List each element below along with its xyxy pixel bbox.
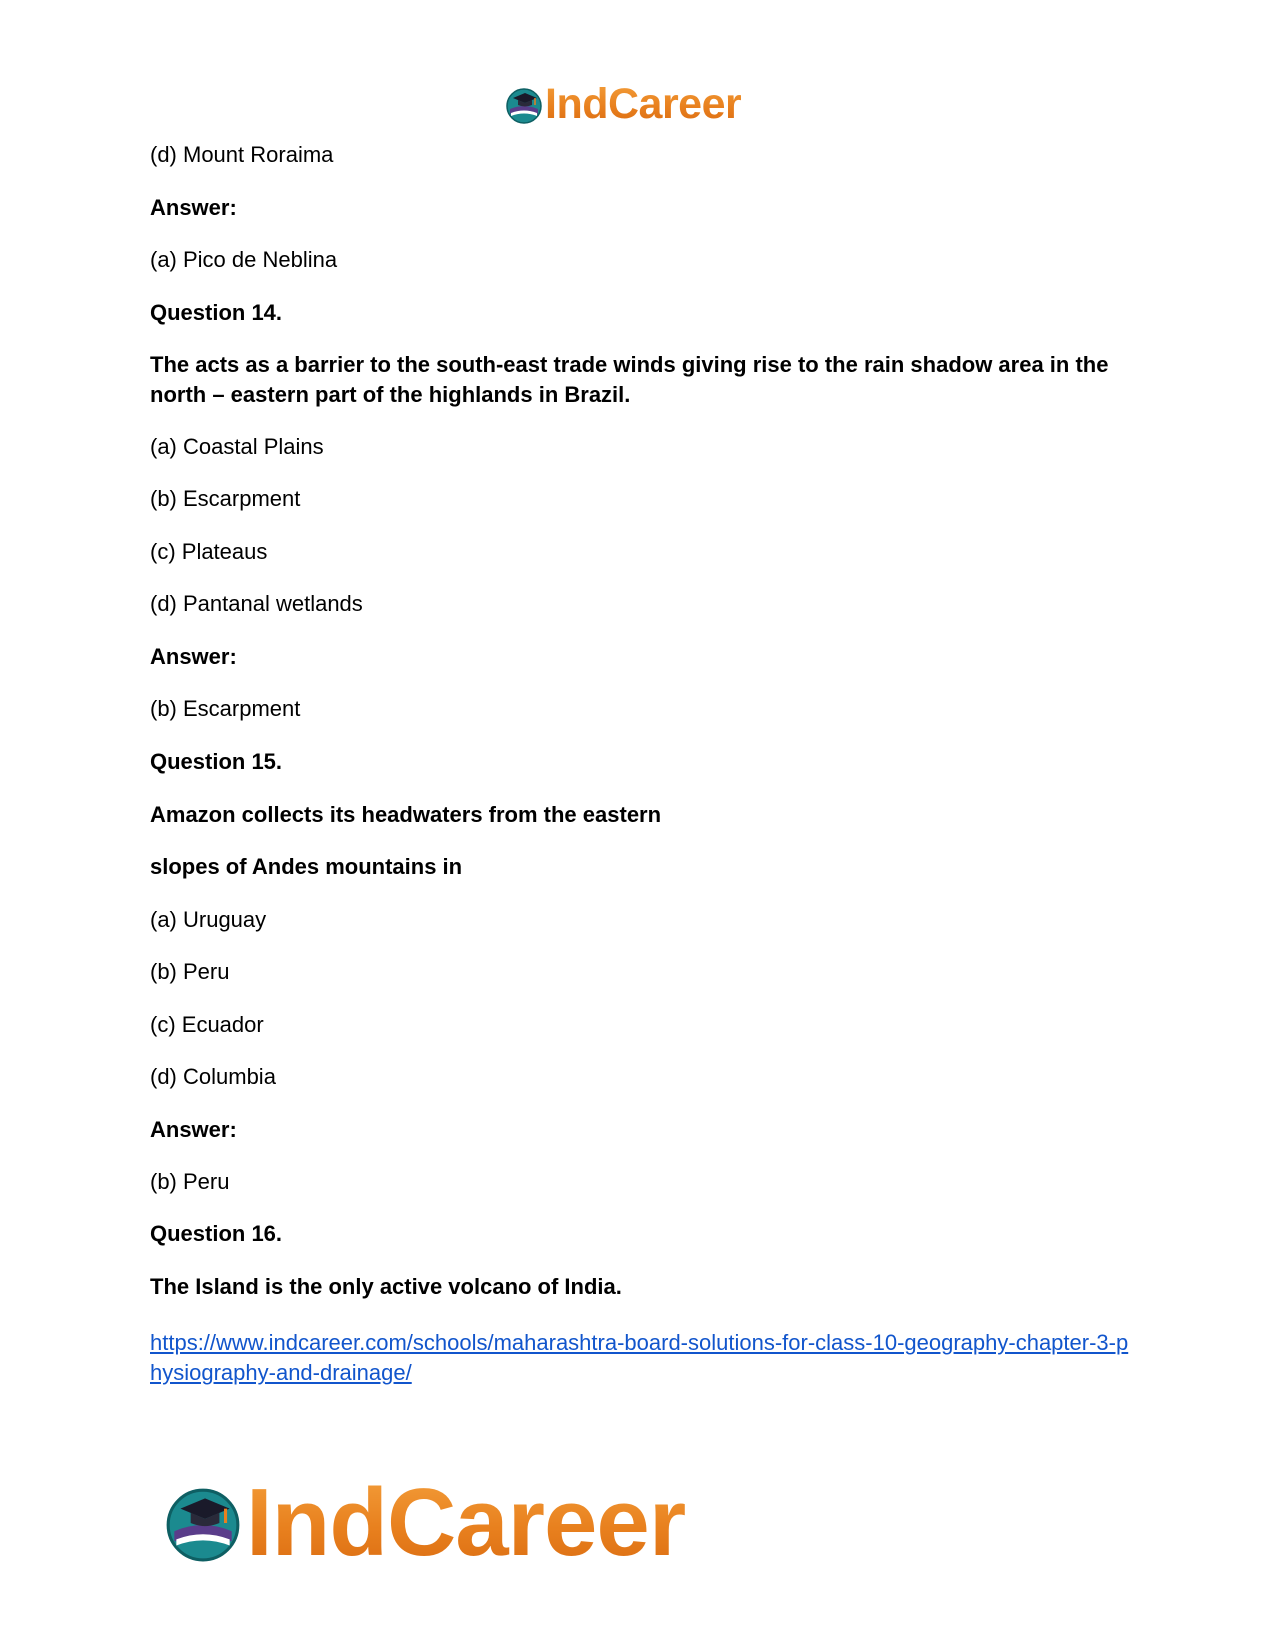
q16-text: The Island is the only active volcano of India. [150,1274,622,1299]
brand-wordmark: IndCareer [246,1469,686,1576]
q15-title: Question 15. [150,749,283,774]
q14-answer: (b) Escarpment [150,696,301,721]
q15-option-d: (d) Columbia [150,1064,276,1089]
header-logo [504,80,741,129]
footer-logo [162,1468,685,1578]
q15-text-line1: Amazon collects its headwaters from the eastern [150,802,662,827]
q14-answer-label: Answer: [150,644,237,669]
q15-option-a: (a) Uruguay [150,907,267,932]
q13-option-d: (d) Mount Roraima [150,142,334,167]
q14-title: Question 14. [150,300,283,325]
q14-text: The acts as a barrier to the south-east trade winds giving rise to the rain shadow area in the north – eastern part of the highlands in Brazil. [150,352,1109,407]
graduation-cap-books-globe-icon [162,1482,244,1564]
q14-option-c: (c) Plateaus [150,539,268,564]
q15-option-c: (c) Ecuador [150,1012,264,1037]
q15-answer: (b) Peru [150,1169,230,1194]
q13-answer-label: Answer: [150,195,237,220]
graduation-cap-books-globe-icon [504,85,544,125]
brand-wordmark: IndCareer [545,80,742,128]
q16-title: Question 16. [150,1221,283,1246]
q15-text-line2: slopes of Andes mountains in [150,854,463,879]
q14-option-b: (b) Escarpment [150,486,301,511]
q15-answer-label: Answer: [150,1117,237,1142]
source-url-link[interactable]: https://www.indcareer.com/schools/maharashtra-board-solutions-for-class-10-geography-chapter-3-physiography-and-drainage/ [150,1330,1129,1385]
q14-option-d: (d) Pantanal wetlands [150,591,363,616]
q13-answer: (a) Pico de Neblina [150,247,338,272]
q15-option-b: (b) Peru [150,959,230,984]
q14-option-a: (a) Coastal Plains [150,434,324,459]
